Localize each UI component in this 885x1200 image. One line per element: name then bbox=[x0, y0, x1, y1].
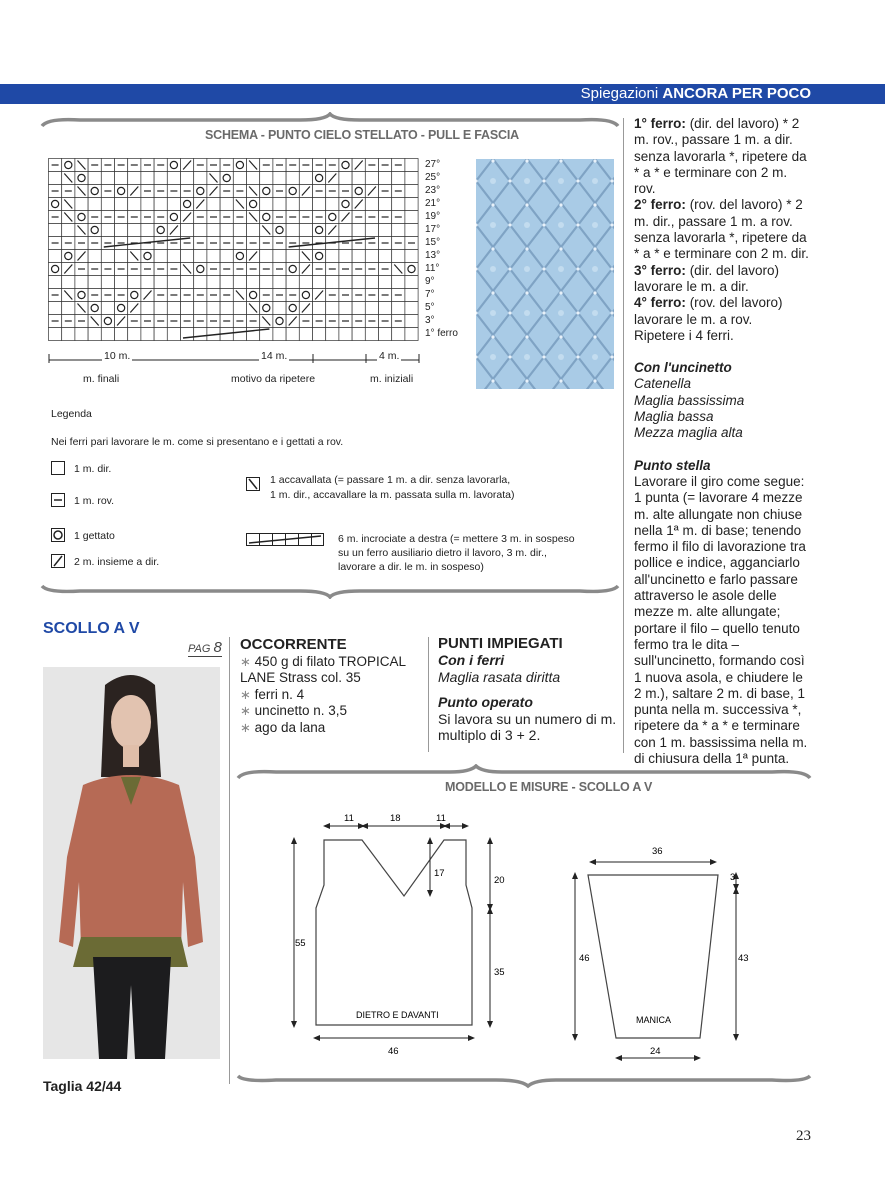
section-title: SCOLLO A V bbox=[43, 620, 140, 637]
scale-count: 10 m. bbox=[104, 350, 131, 362]
size-label: Taglia 42/44 bbox=[43, 1078, 122, 1094]
operato-title: Punto operato bbox=[438, 694, 533, 711]
footer-swoosh bbox=[236, 1072, 812, 1092]
row-2-label: 2° ferro: bbox=[634, 197, 686, 213]
uncinetto-title: Con l'uncinetto bbox=[634, 360, 732, 376]
occorrente-block: OCCORRENTE ∗ 450 g di filato TROPICAL LANE Strass col. 35 ∗ ferri n. 4 ∗ uncinetto n. 3,5 ∗ ago da lana bbox=[240, 636, 420, 736]
dim-label: 46 bbox=[388, 1046, 399, 1057]
modello-title: MODELLO E MISURE - SCOLLO A V bbox=[445, 780, 653, 794]
legend-item: 1 gettato bbox=[74, 530, 115, 542]
row-label: 3° bbox=[425, 315, 435, 326]
skp-symbol-icon bbox=[246, 477, 260, 491]
row-3-label: 3° ferro: bbox=[634, 262, 686, 278]
legend-accavallata-1: 1 accavallata (= passare 1 m. a dir. senza lavorarla, bbox=[270, 474, 511, 486]
scale-count: 14 m. bbox=[261, 350, 288, 362]
occorrente-item: uncinetto n. 3,5 bbox=[254, 703, 347, 719]
occorrente-item: 450 g di filato TROPICAL LANE Strass col. 35 bbox=[240, 654, 406, 686]
row-4-label: 4° ferro: bbox=[634, 295, 686, 311]
knit-symbol-icon bbox=[51, 461, 65, 475]
punti-title: PUNTI IMPIEGATI bbox=[438, 635, 563, 652]
dim-label: 11 bbox=[436, 813, 446, 824]
dim-label: 20 bbox=[494, 875, 505, 886]
row-label: 9° bbox=[425, 276, 435, 287]
occorrente-title: OCCORRENTE bbox=[240, 636, 347, 653]
dim-label: 43 bbox=[738, 953, 749, 964]
sleeve-label: MANICA bbox=[636, 1015, 672, 1025]
row-label: 7° bbox=[425, 289, 435, 300]
row-label: 21° bbox=[425, 198, 441, 209]
row-1-label: 1° ferro: bbox=[634, 116, 686, 131]
row-label: 27° bbox=[425, 159, 441, 170]
dim-label: 46 bbox=[579, 953, 590, 964]
dim-label: 3 bbox=[730, 872, 736, 883]
dim-label: 17 bbox=[434, 868, 445, 879]
column-divider bbox=[229, 637, 230, 1084]
purl-symbol-icon bbox=[51, 493, 65, 507]
knitting-chart bbox=[48, 158, 420, 342]
ferri-item: Maglia rasata diritta bbox=[438, 668, 561, 685]
scale-caption: motivo da ripetere bbox=[231, 373, 316, 385]
row-label: 5° bbox=[425, 302, 435, 313]
bottom-swoosh bbox=[40, 583, 620, 599]
row-labels bbox=[425, 158, 458, 340]
punti-block bbox=[438, 636, 618, 743]
dim-label: 24 bbox=[650, 1046, 661, 1057]
cable-symbol-icon bbox=[246, 533, 324, 546]
scale-caption: m. finali bbox=[83, 373, 120, 385]
row-1-text: (dir. del lavoro) * 2 m. rov., passare 1 m. a dir. senza lavorarla *, ripetere da * a * e terminare con 2 m. rov. bbox=[634, 116, 807, 197]
row-label: 19° bbox=[425, 211, 441, 222]
header-title: Spiegazioni ANCORA PER POCO bbox=[580, 85, 811, 102]
dim-label: 55 bbox=[295, 938, 306, 949]
schema-title: SCHEMA - PUNTO CIELO STELLATO - PULL E FASCIA bbox=[205, 128, 519, 142]
legend-item: 1 m. dir. bbox=[74, 463, 112, 475]
page-ref: PAG 8 bbox=[188, 639, 222, 656]
model-photo bbox=[43, 667, 220, 1059]
scale-count: 4 m. bbox=[379, 350, 400, 362]
uncinetto-item: Maglia bassa bbox=[634, 409, 714, 425]
row-label: 13° bbox=[425, 250, 441, 261]
row-2-text: (rov. del lavoro) * 2 m. dir., passare 1 m. a rov. senza lavorarla *, ripetere da * a * e terminare con 2 m. dir. bbox=[634, 197, 809, 262]
legend-incrociate-3: lavorare a dir. le m. in sospeso) bbox=[338, 561, 484, 573]
row-label: 11° bbox=[425, 263, 440, 274]
row-label: 1° ferro bbox=[425, 328, 458, 339]
row-label: 25° bbox=[425, 172, 441, 183]
ferri-title: Con i ferri bbox=[438, 652, 505, 669]
uncinetto-item: Maglia bassissima bbox=[634, 392, 745, 408]
stella-text: Lavorare il giro come segue: 1 punta (= lavorare 4 mezze m. alte allungate non chiuse nella 1ª m. di base; tenendo fermo il filo di lavorazione tra pollice e indice, agganciarlo all'uncinetto e farlo passare attraverso le asole delle mezze m. alte allungate; portare il filo – quello tenuto fermo tra le dita – sull'uncinetto, formando così 1 nuova asola, e chiudere le 2 m.), saltare 2 m. di base, 1 punta nella m. successiva *, ripetere da * a * e terminare con 1 m. bassissima nella m. di chiusura della 1ª punta. bbox=[634, 473, 808, 766]
instructions-column bbox=[634, 116, 812, 767]
operato-text: Si lavora su un numero di m. multiplo di 3 + 2. bbox=[438, 710, 617, 744]
legend-incrociate-2: su un ferro ausiliario dietro il lavoro, 3 m. dir., bbox=[338, 547, 547, 559]
row-label: 17° bbox=[425, 224, 441, 235]
row-label: 15° bbox=[425, 237, 441, 248]
dim-label: 36 bbox=[652, 846, 663, 857]
row-label: 23° bbox=[425, 185, 441, 196]
yarn-over-symbol-icon bbox=[51, 528, 65, 542]
row-4-text: (rov. del lavoro) lavorare le m. a rov. bbox=[634, 295, 783, 327]
k2tog-symbol-icon bbox=[51, 554, 65, 568]
occorrente-item: ferri n. 4 bbox=[254, 686, 305, 702]
legend-title: Legenda bbox=[51, 408, 92, 420]
legend-accavallata-2: 1 m. dir., accavallare la m. passata sulla m. lavorata) bbox=[270, 489, 515, 501]
repeat-text: Ripetere i 4 ferri. bbox=[634, 327, 734, 343]
legend-item: 1 m. rov. bbox=[74, 495, 115, 507]
legend-item: 2 m. insieme a dir. bbox=[74, 556, 160, 568]
column-divider bbox=[428, 637, 429, 752]
column-divider bbox=[623, 118, 624, 753]
legend-incrociate-1: 6 m. incrociate a destra (= mettere 3 m. in sospeso bbox=[338, 533, 575, 545]
scale-caption: m. iniziali bbox=[370, 373, 414, 385]
stella-title: Punto stella bbox=[634, 457, 711, 473]
row-3-text: (dir. del lavoro) lavorare le m. a dir. bbox=[634, 262, 779, 294]
schematic-diagram bbox=[280, 800, 760, 1070]
dim-label: 18 bbox=[390, 813, 401, 824]
legend-note: Nei ferri pari lavorare le m. come si presentano e i gettati a rov. bbox=[51, 436, 344, 448]
dim-label: 11 bbox=[344, 813, 354, 824]
occorrente-item: ago da lana bbox=[254, 719, 326, 735]
page-number: 23 bbox=[796, 1128, 811, 1144]
dim-label: 35 bbox=[494, 967, 505, 978]
body-label: DIETRO E DAVANTI bbox=[356, 1010, 439, 1020]
uncinetto-item: Catenella bbox=[634, 376, 692, 392]
uncinetto-item: Mezza maglia alta bbox=[634, 425, 743, 441]
stitch-swatch bbox=[476, 159, 614, 389]
